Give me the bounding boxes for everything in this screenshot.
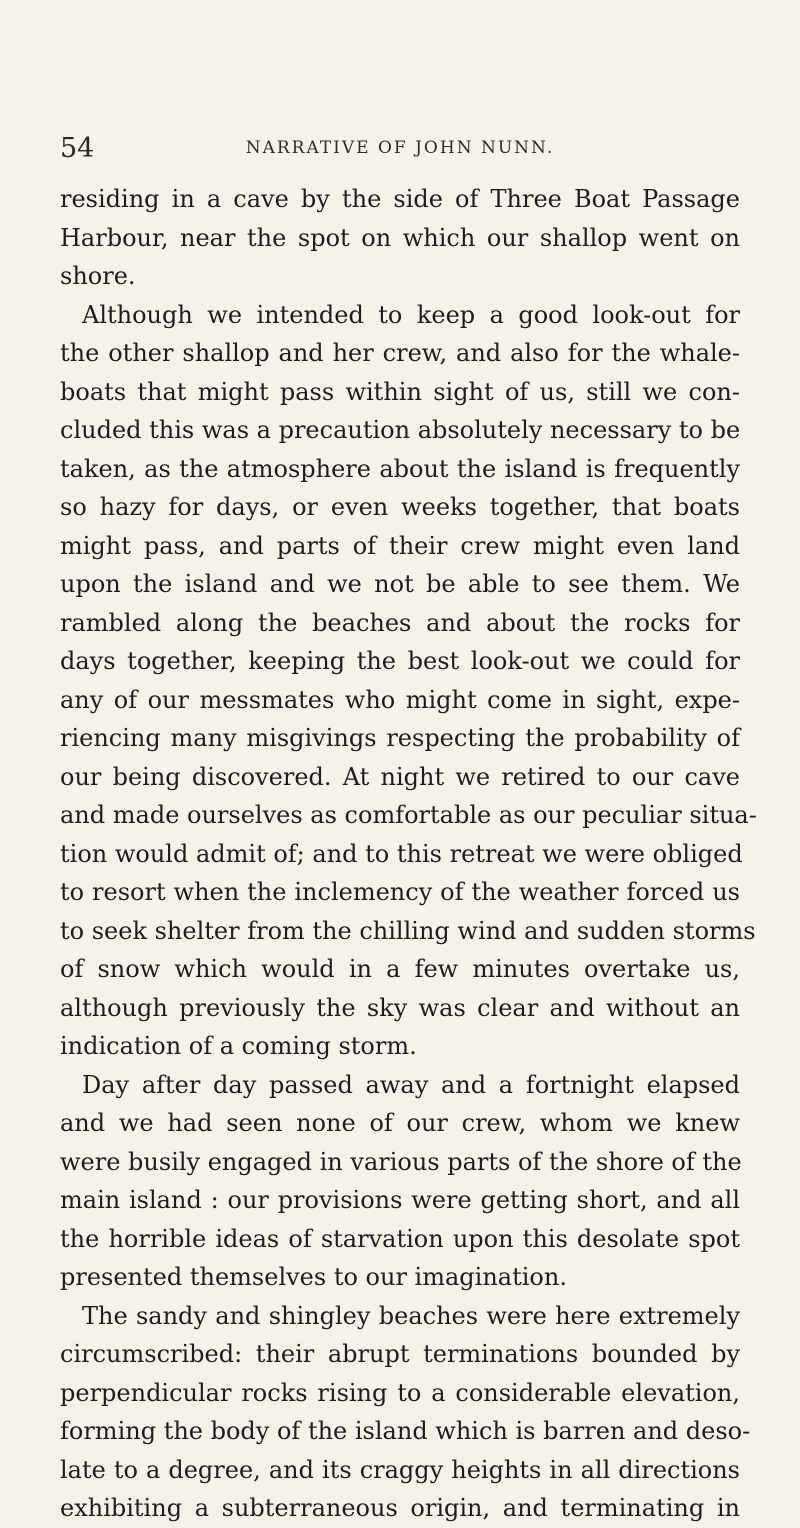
text-line-4: Although we intended to keep a good look-out for <box>82 300 740 329</box>
text-line-31: circumscribed: their abrupt terminations bounded by <box>60 1340 740 1368</box>
text-line-6: boats that might pass within sight of us, still we con- <box>60 377 740 406</box>
text-line-21: of snow which would in a few minutes overtake us, <box>60 955 740 983</box>
text-line-3: shore. <box>60 262 136 290</box>
text-line-28: the horrible ideas of starvation upon this desolate spot <box>60 1224 740 1253</box>
text-line-30: The sandy and shingley beaches were here extremely <box>82 1301 740 1330</box>
text-line-15: riencing many misgivings respecting the probability of <box>60 724 740 752</box>
text-line-25: and we had seen none of our crew, whom we knew <box>60 1109 740 1137</box>
text-line-7: cluded this was a precaution absolutely necessary to be <box>60 416 741 444</box>
text-line-10: might pass, and parts of their crew might even land <box>60 531 740 560</box>
page-number: 54 <box>60 133 95 164</box>
body-text <box>60 180 757 1528</box>
text-line-20: to seek shelter from the chilling wind and sudden storms <box>60 916 756 945</box>
text-line-23: indication of a coming storm. <box>60 1032 417 1060</box>
text-line-8: taken, as the atmosphere about the island is frequently <box>60 454 740 483</box>
running-head: NARRATIVE OF JOHN NUNN. <box>245 138 555 158</box>
text-line-34: late to a degree, and its craggy heights in all directions <box>60 1455 740 1484</box>
text-line-12: rambled along the beaches and about the rocks for <box>60 608 740 637</box>
page-header <box>60 134 740 170</box>
text-line-29: presented themselves to our imagination. <box>60 1263 567 1291</box>
text-line-33: forming the body of the island which is barren and deso- <box>60 1417 751 1445</box>
text-line-22: although previously the sky was clear and without an <box>60 993 740 1022</box>
text-line-32: perpendicular rocks rising to a considerable elevation, <box>60 1378 740 1407</box>
text-line-17: and made ourselves as comfortable as our peculiar situa- <box>60 801 757 829</box>
text-line-24: Day after day passed away and a fortnight elapsed <box>82 1070 740 1099</box>
text-line-18: tion would admit of; and to this retreat we were obliged <box>60 839 743 868</box>
text-line-11: upon the island and we not be able to see them. We <box>60 570 740 598</box>
text-line-9: so hazy for days, or even weeks together, that boats <box>60 493 740 521</box>
text-line-5: the other shallop and her crew, and also for the whale- <box>60 339 740 367</box>
text-line-14: any of our messmates who might come in sight, expe- <box>60 685 740 714</box>
text-line-35: exhibiting a subterraneous origin, and terminating in <box>60 1494 740 1522</box>
text-line-19: to resort when the inclemency of the weather forced us <box>60 878 740 906</box>
text-line-1: residing in a cave by the side of Three Boat Passage <box>60 185 740 213</box>
text-line-16: our being discovered. At night we retired to our cave <box>60 762 740 791</box>
text-line-2: Harbour, near the spot on which our shallop went on <box>60 223 740 252</box>
text-line-13: days together, keeping the best look-out we could for <box>60 647 740 675</box>
text-line-26: were busily engaged in various parts of the shore of the <box>60 1147 742 1176</box>
text-line-27: main island : our provisions were getting short, and all <box>60 1186 740 1214</box>
